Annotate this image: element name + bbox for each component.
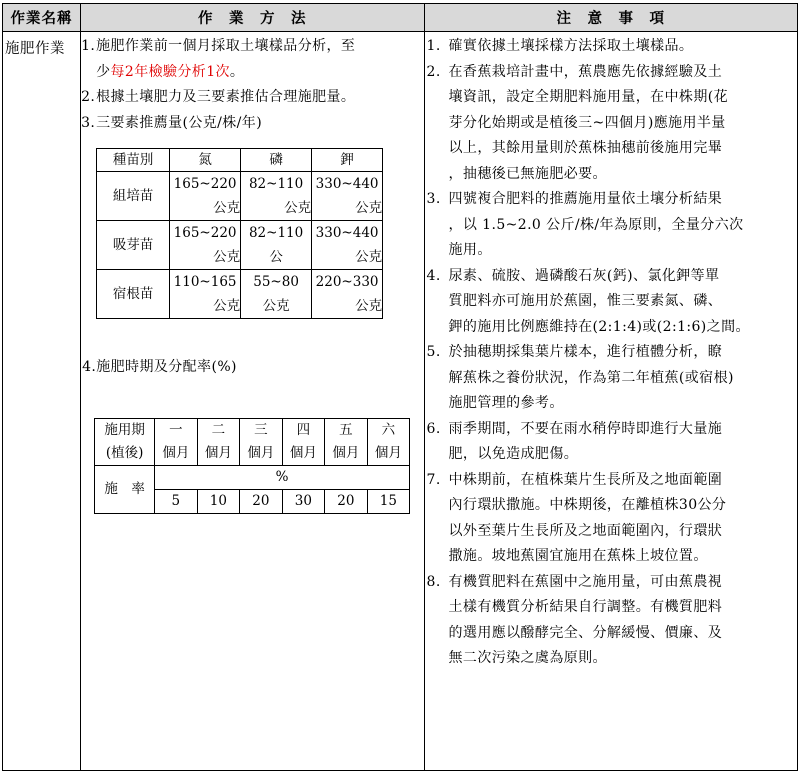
note-line: 內行環狀撒施。中株期後，在離植株30公分 [448, 497, 727, 513]
seedling-type: 吸芽苗 [97, 221, 170, 270]
nitrogen-unit: 公克 [170, 245, 241, 270]
note-line: 中株期前，在植株葉片生長所及之地面範圍 [448, 471, 723, 488]
application-schedule-table [94, 418, 410, 514]
rate-value: 5 [155, 490, 198, 514]
method-item-1-text-c: 。 [229, 63, 245, 80]
month-label: 四 [282, 419, 325, 443]
nitrogen-value: 165~220 [170, 172, 241, 197]
phosphorus-value: 82~110 [241, 221, 312, 246]
nitrogen-value: 110~165 [170, 270, 241, 295]
potassium-unit: 公克 [312, 294, 383, 319]
month-unit: 個月 [155, 442, 198, 466]
note-item-8 [425, 570, 797, 672]
phosphorus-unit: 公克 [241, 196, 312, 221]
percent-unit: % [155, 466, 410, 490]
table-row [97, 270, 383, 295]
notes-cell [424, 32, 797, 771]
nitrogen-unit: 公克 [170, 196, 241, 221]
note-line: 施用。 [448, 242, 492, 258]
col-header-seedling: 種苗別 [97, 149, 170, 172]
nitrogen-value: 165~220 [170, 221, 241, 246]
note-line: 確實依據土壤採樣方法採取土壤樣品。 [448, 38, 694, 54]
month-unit: 個月 [240, 442, 283, 466]
method-item-1-text-b: 少 [96, 63, 111, 80]
method-item-3 [81, 111, 423, 137]
note-line: 施肥管理的參考。 [448, 395, 564, 411]
table-row [97, 221, 383, 246]
item-number: 5. [426, 344, 441, 360]
rate-value: 15 [367, 490, 410, 514]
potassium-unit: 公克 [312, 245, 383, 270]
method-item-4: 4.施肥時期及分配率(%) [82, 359, 237, 375]
potassium-value: 330~440 [312, 221, 383, 246]
month-label: 二 [197, 419, 240, 443]
seedling-type: 宿根苗 [97, 270, 170, 319]
phosphorus-value: 82~110 [241, 172, 312, 197]
header-notes: 注 意 事 項 [424, 4, 797, 32]
method-item-2-text: 根據土壤肥力及三要素推估合理施肥量。 [96, 89, 356, 105]
spacer [81, 319, 423, 355]
note-line: 以上，其餘用量則於蕉株抽穗前後施用完畢 [448, 140, 723, 156]
nutrient-recommendation-table [96, 148, 383, 319]
note-line: 於抽穗期採集葉片樣本，進行植體分析，瞭 [448, 344, 723, 360]
note-line: 土樣有機質分析結果自行調整。有機質肥料 [448, 599, 723, 615]
item-number: 1. [81, 38, 96, 54]
note-line: 有機質肥料在蕉園中之施用量，可由蕉農視 [448, 573, 723, 590]
item-number: 8. [426, 573, 441, 590]
nutrient-header-row [97, 149, 383, 172]
item-number: 3. [81, 114, 96, 131]
note-line: ，以 1.5~2.0 公斤/株/年為原則，全量分六次 [448, 216, 744, 233]
item-number: 6. [426, 420, 441, 437]
item-number: 2. [426, 63, 441, 80]
note-line: 以外至葉片生長所及之地面範圍內，行環狀 [448, 522, 723, 539]
schedule-month-row [95, 442, 410, 466]
note-item-1 [425, 34, 797, 60]
schedule-month-row [95, 419, 410, 443]
month-unit: 個月 [197, 442, 240, 466]
month-label: 一 [155, 419, 198, 443]
fertilization-table [2, 3, 798, 771]
note-line: 撒施。坡地蕉園宜施用在蕉株上坡位置。 [448, 548, 708, 564]
note-item-2 [425, 60, 797, 188]
note-line: 肥，以免造成肥傷。 [448, 446, 579, 462]
note-item-3 [425, 187, 797, 264]
rate-value: 20 [240, 490, 283, 514]
month-unit: 個月 [282, 442, 325, 466]
note-item-5 [425, 340, 797, 417]
note-line: 質肥料亦可施用於蕉園，惟三要素氮、磷、 [448, 293, 723, 309]
note-line: 鉀的施用比例應維持在(2:1:4)或(2:1:6)之間。 [448, 318, 750, 335]
item-number: 3. [426, 191, 441, 207]
month-unit: 個月 [367, 442, 410, 466]
note-line: 解蕉株之養份狀況，作為第二年植蕉(或宿根) [448, 369, 734, 386]
header-task-name: 作業名稱 [3, 4, 81, 32]
phosphorus-unit: 公 [241, 245, 312, 270]
notes-list [425, 34, 797, 672]
header-row [3, 4, 798, 32]
method-cell [81, 32, 424, 771]
note-line: 芽分化始期或是植後三~四個月)應施用半量 [448, 114, 726, 131]
item-number: 7. [426, 471, 441, 488]
note-line: 雨季期間，不要在雨水稍停時即進行大量施 [448, 420, 723, 437]
method-item-1 [81, 34, 423, 85]
task-name-cell: 施肥作業 [3, 32, 81, 771]
phosphorus-value: 55~80 [241, 270, 312, 295]
item-number: 4. [426, 267, 441, 284]
method-item-1-text: 施肥作業前一個月採取土壤樣品分析，至 [96, 38, 356, 54]
rate-value: 30 [282, 490, 325, 514]
content-row [3, 32, 798, 771]
note-line: ，抽穗後已無施肥必要。 [448, 165, 607, 182]
potassium-unit: 公克 [312, 196, 383, 221]
note-line: 尿素、硫胺、過磷酸石灰(鈣)、氯化鉀等單 [448, 267, 720, 284]
table-row [97, 172, 383, 197]
note-line: 在香蕉栽培計畫中，蕉農應先依據經驗及土 [448, 63, 723, 80]
spacer [81, 380, 423, 418]
period-label: 施用期 [95, 419, 155, 443]
note-line: 壤資訊，設定全期肥料施用量，在中株期(花 [448, 89, 728, 105]
method-item-2 [81, 85, 423, 111]
potassium-value: 330~440 [312, 172, 383, 197]
period-label-sub: (植後) [95, 442, 155, 466]
method-item-3-text: 三要素推薦量(公克/株/年) [96, 114, 263, 131]
note-line: 的選用應以醱酵完全、分解緩慢、價廉、及 [448, 624, 723, 641]
month-label: 五 [325, 419, 368, 443]
month-label: 三 [240, 419, 283, 443]
item-number: 1. [426, 38, 441, 54]
phosphorus-unit: 公克 [241, 294, 312, 319]
highlight-text: 每2年檢驗分析1次 [110, 63, 230, 80]
month-unit: 個月 [325, 442, 368, 466]
note-line: 四號複合肥料的推薦施用量依土壤分析結果 [448, 191, 723, 207]
rate-value: 10 [197, 490, 240, 514]
rate-value: 20 [325, 490, 368, 514]
col-header-nitrogen: 氮 [170, 149, 241, 172]
note-item-7 [425, 468, 797, 570]
item-number: 2. [81, 89, 96, 105]
potassium-value: 220~330 [312, 270, 383, 295]
header-method: 作 業 方 法 [81, 4, 424, 32]
nitrogen-unit: 公克 [170, 294, 241, 319]
rate-label: 施 率 [95, 466, 155, 514]
col-header-potassium: 鉀 [312, 149, 383, 172]
note-item-4 [425, 264, 797, 341]
month-label: 六 [367, 419, 410, 443]
seedling-type: 組培苗 [97, 172, 170, 221]
note-line: 無二次污染之虞為原則。 [448, 650, 607, 666]
col-header-phosphorus: 磷 [241, 149, 312, 172]
note-item-6 [425, 417, 797, 468]
schedule-unit-row [95, 466, 410, 490]
